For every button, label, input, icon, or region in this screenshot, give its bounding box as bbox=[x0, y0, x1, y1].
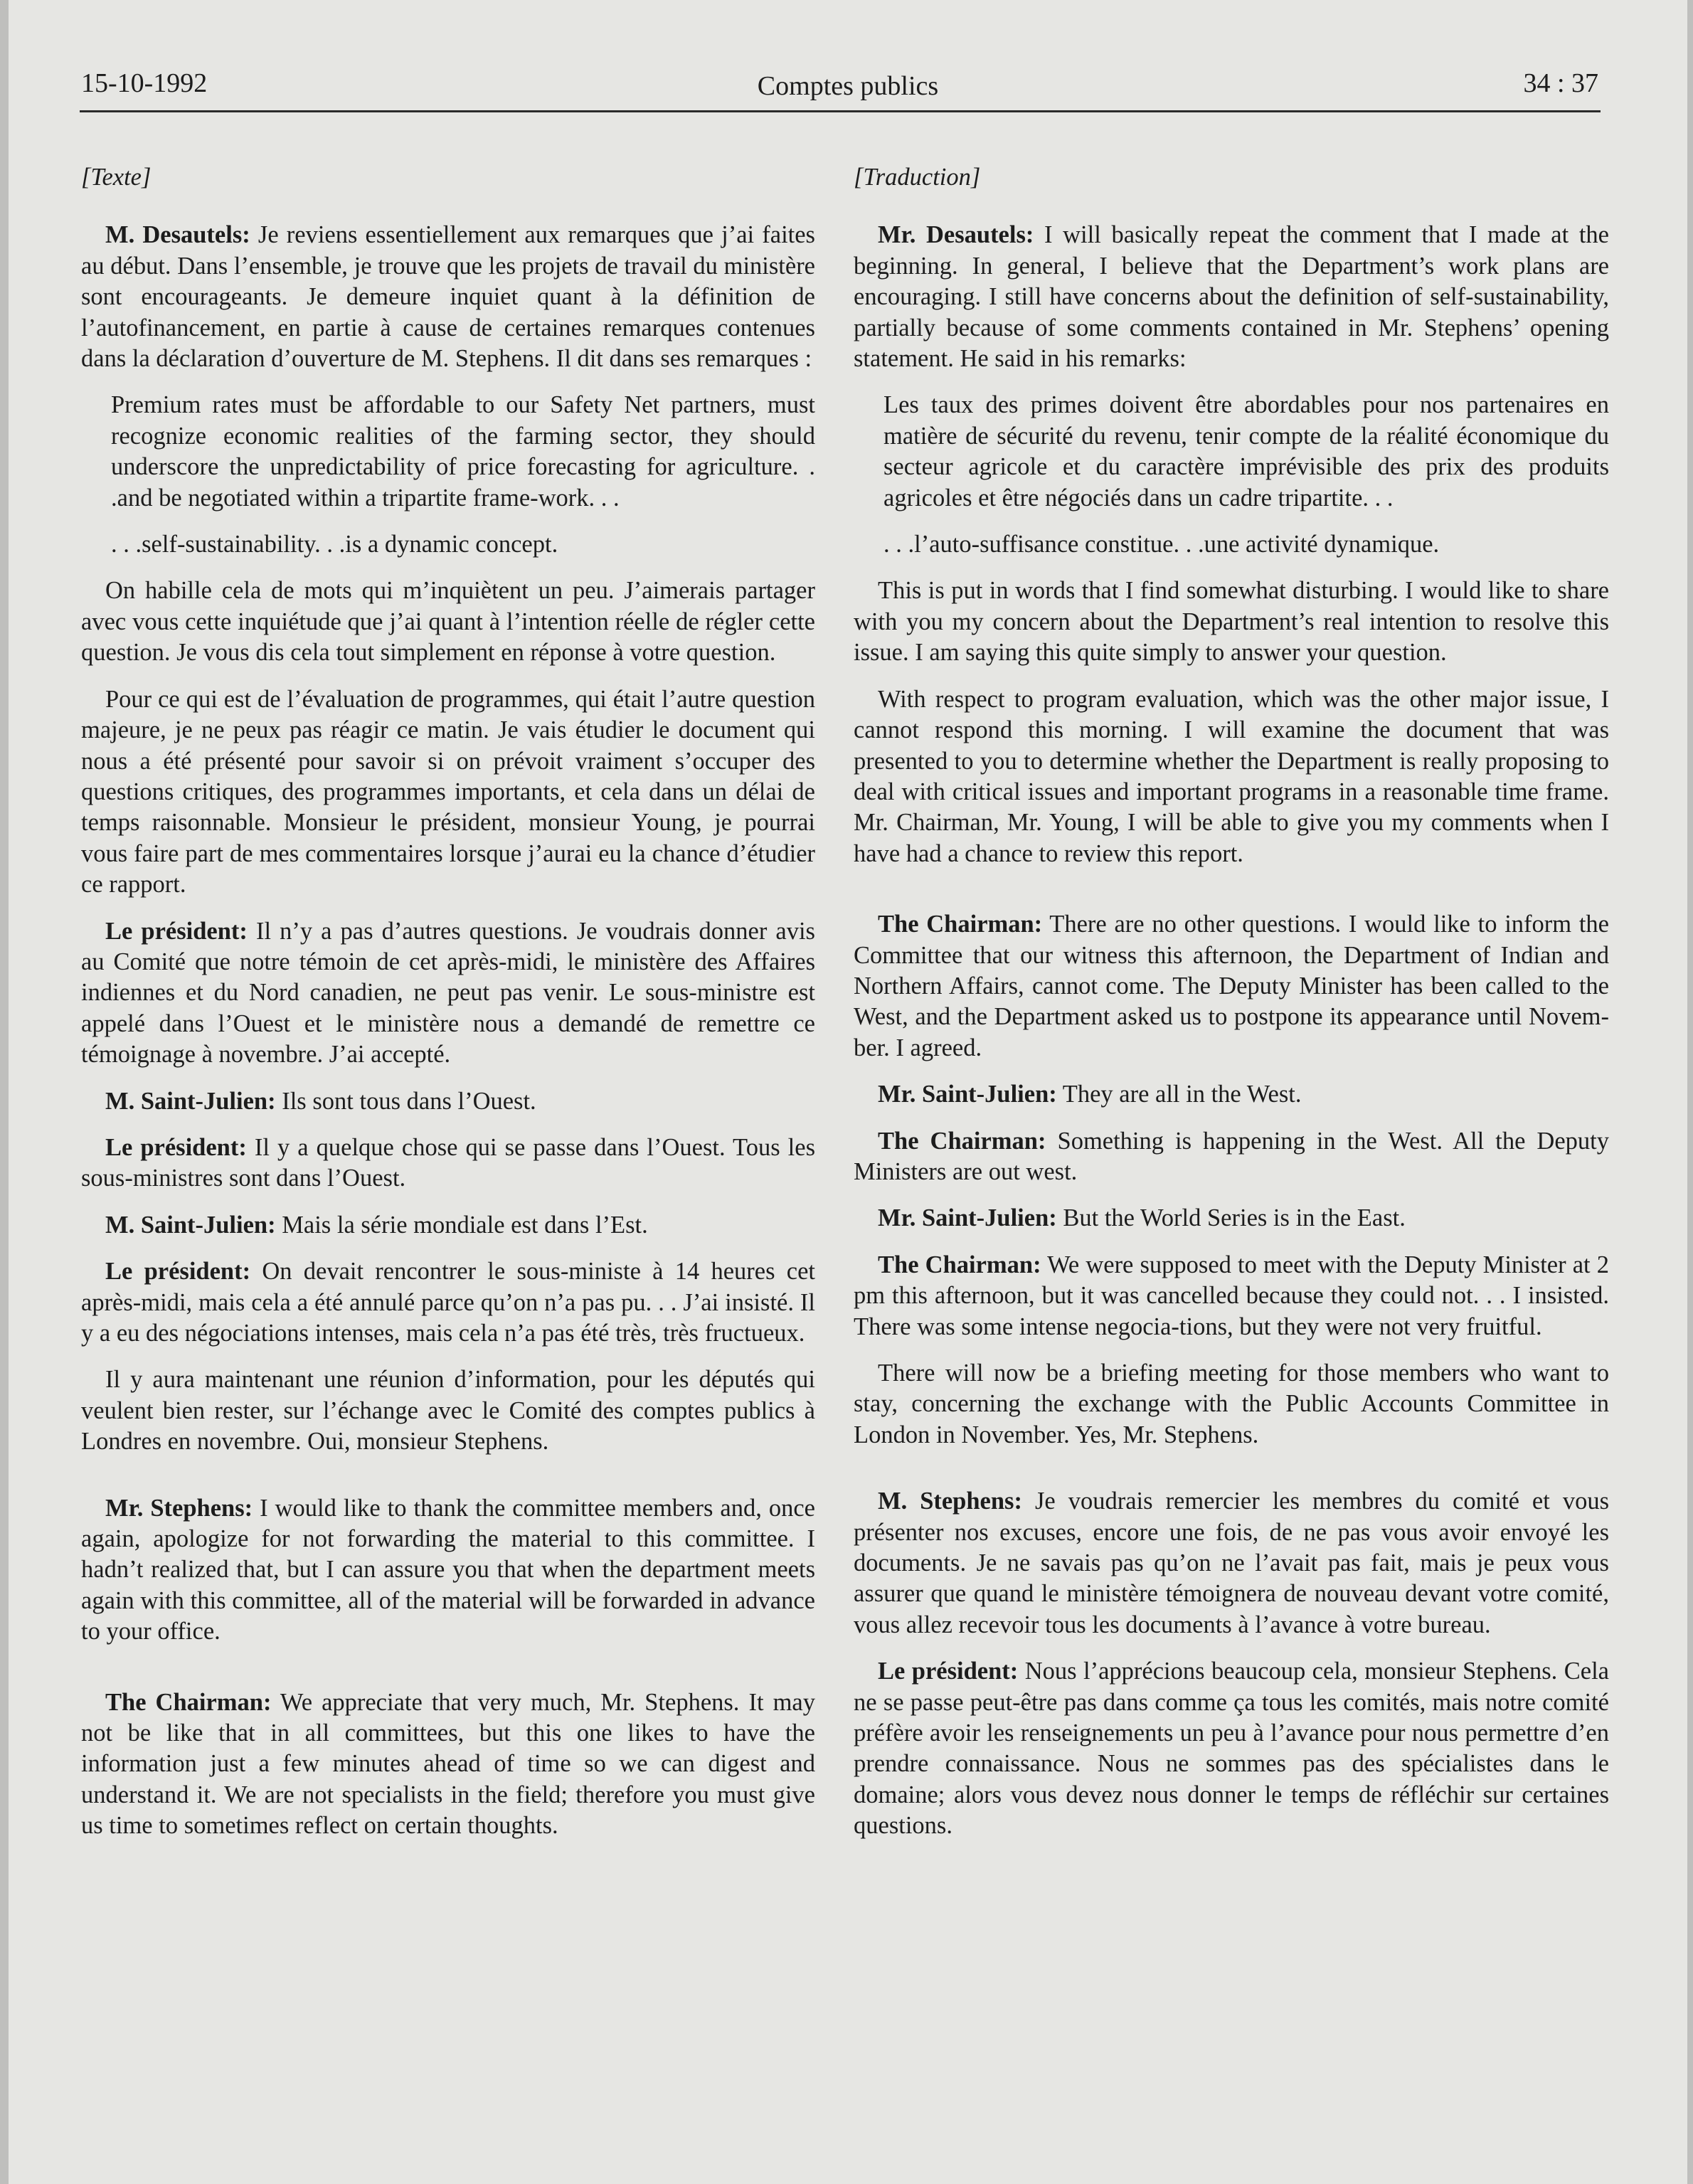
paragraph-text: Il y a quelque chose qui se passe dans l’Ouest. Tous les sous-ministres sont dans l’Ouest. bbox=[81, 1133, 815, 1192]
paragraph bbox=[854, 1203, 1609, 1234]
speaker: Le président: bbox=[105, 1258, 251, 1286]
paragraph-text: Premium rates must be affordable to our Safety Net partners, must recognize economic realities of the farming sector, they should underscore the unpredictability of price forecasting for agriculture. . .and be negotiated within a tripartite frame-work. . . bbox=[111, 391, 815, 511]
speaker: M. Stephens: bbox=[878, 1488, 1022, 1515]
paragraph-text: Les taux des primes doivent être abordables pour nos partenaires en matière de sécurité du revenu, tenir compte de la réalité économique du secteur agricole et du caractère imprévisible des prix des produits agricoles et être négociés dans un cadre tripartite. . . bbox=[883, 391, 1609, 511]
paragraph bbox=[81, 1133, 815, 1194]
paragraph-text: On devait rencontrer le sous-ministe à 14 heures cet après-midi, mais cela a été annulé parce qu’on n’a pas pu. . . J’ai insisté. Il y a eu des négociations intenses, mais cela n’a pas été très, très fructueux. bbox=[81, 1258, 815, 1347]
paragraph bbox=[854, 1250, 1609, 1342]
speaker: M. Saint-Julien: bbox=[105, 1087, 276, 1115]
speaker: Le président: bbox=[105, 1133, 247, 1161]
paragraph bbox=[854, 1486, 1609, 1640]
paragraph bbox=[81, 916, 815, 1071]
column-label-text: Traduction bbox=[863, 164, 971, 191]
paragraph-text: . . .self-sustainability. . .is a dynamic concept. bbox=[111, 531, 558, 558]
paragraph bbox=[854, 576, 1609, 668]
column-label: [Texte] bbox=[81, 164, 152, 191]
paragraph-text: With respect to program evaluation, which was the other major issue, I cannot respond this morning. I will examine the document that was presented to you to determine whether the Department is really proposing to deal with critical issues and important programs in a reasonable time frame. Mr. Chairman, Mr. Young, I will be able to give you my comments when I have had a chance to review this report. bbox=[854, 685, 1609, 867]
header-date: 15-10-1992 bbox=[81, 68, 208, 98]
paragraph-text: On habille cela de mots qui m’inquiètent un peu. J’aimerais partager avec vous cette inquiétude que j’ai quant à l’intention réelle de régler cette question. Je vous dis cela tout simplement en réponse à votre question. bbox=[81, 577, 815, 667]
quotation bbox=[111, 529, 815, 560]
paragraph bbox=[81, 220, 815, 374]
paragraph-text: They are all in the West. bbox=[1056, 1081, 1302, 1108]
header-title: Comptes publics bbox=[757, 71, 939, 101]
paragraph bbox=[81, 1687, 815, 1842]
speaker: The Chairman: bbox=[878, 911, 1043, 938]
paragraph-text: Pour ce qui est de l’évaluation de programmes, qui était l’autre question majeure, je ne peux pas réagir ce matin. Je vais étudier le document qui nous a été présenté pour savoir si on prévoit vraiment s’occuper des questions critiques, des programmes importants, et cela dans un délai de temps raisonnable. Monsieur le président, monsieur Young, je pourrai vous faire part de mes commentaires lorsque j’aurai eu la chance d’étudier ce rapport. bbox=[81, 685, 815, 898]
paragraph-text: Nous l’apprécions beaucoup cela, monsieur Stephens. Cela ne se passe peut-être pas dans comme ça tous les comités, mais notre comité préfère avoir les renseignements un peu à l’avance pour nous permettre d’en prendre connaissance. Nous ne sommes pas des spécialistes dans le domaine; alors vous devez nous donner le temps de réfléchir sur certaines questions. bbox=[854, 1658, 1609, 1840]
paragraph bbox=[854, 684, 1609, 869]
speaker: Mr. Stephens: bbox=[105, 1494, 253, 1522]
paragraph bbox=[854, 1358, 1609, 1451]
speaker: The Chairman: bbox=[105, 1688, 272, 1716]
paragraph-text: I would like to thank the committee members and, once again, apologize for not forwarding the material to this committee. I hadn’t realized that, but I can assure you that when the department meets again with this committee, all of the material will be forwarded in advance to your office. bbox=[81, 1494, 815, 1645]
column-label-text: Texte bbox=[90, 164, 142, 191]
paragraph-text: Je reviens essentiellement aux remarques que j’ai faites au début. Dans l’ensemble, je trouve que les projets de travail du ministère sont encourageants. Je demeure inquiet quant à la définition de l’autofinancement, en partie à cause de certaines remarques contenues dans la déclaration d’ouverture de M. Stephens. Il dit dans ses remarques : bbox=[81, 221, 815, 373]
speaker: M. Desautels: bbox=[105, 221, 250, 249]
column-english-translation bbox=[854, 162, 1609, 1857]
paragraph bbox=[854, 1656, 1609, 1841]
paragraph-text: Mais la série mondiale est dans l’Est. bbox=[275, 1211, 648, 1239]
paragraph bbox=[81, 1210, 815, 1241]
paragraph bbox=[81, 576, 815, 668]
paragraph-text: We appreciate that very much, Mr. Stephens. It may not be like that in all committees, but this one likes to have the information just a few minutes ahead of time so we can digest and understand it. We are not specialists in the field; therefore you must give us time to sometimes reflect on certain thoughts. bbox=[81, 1688, 815, 1840]
paragraph bbox=[854, 1079, 1609, 1110]
page bbox=[9, 0, 1687, 2184]
paragraph-text: Je voudrais remercier les membres du comité et vous présenter nos excuses, encore une fois, de ne pas vous avoir envoyé les documents. Je ne savais pas qu’on ne l’avait pas fait, mais je peux vous assurer que quand le ministère témoignera de nouveau devant votre comité, vous allez recevoir tous les documents à l’avance à votre bureau. bbox=[854, 1488, 1609, 1638]
speaker: Mr. Saint-Julien: bbox=[878, 1204, 1057, 1232]
speaker: M. Saint-Julien: bbox=[105, 1211, 276, 1239]
paragraph bbox=[854, 909, 1609, 1064]
paragraph-text: We were supposed to meet with the Deputy Minister at 2 pm this afternoon, but it was cancelled because they could not. . . I insisted. There was some intense negocia-tions, but they were not very fruitful. bbox=[854, 1251, 1609, 1340]
column-label: [Traduction] bbox=[854, 164, 981, 191]
speaker: Le président: bbox=[878, 1658, 1019, 1685]
paragraph bbox=[81, 1256, 815, 1349]
paragraph-text: There are no other questions. I would like to inform the Committee that our witness this afternoon, the Department of Indian and Northern Affairs, cannot come. The Deputy Minister has been called to the West, and the Department asked us to postpone its appearance until Novem-ber. I agreed. bbox=[854, 911, 1609, 1061]
paragraph-text: There will now be a briefing meeting for those members who want to stay, concerning the exchange with the Public Accounts Committee in London in November. Yes, Mr. Stephens. bbox=[854, 1359, 1609, 1448]
paragraph bbox=[81, 1086, 815, 1117]
column-french-original bbox=[81, 162, 815, 1857]
paragraph-text: This is put in words that I find somewhat disturbing. I would like to share with you my concern about the Department’s real intention to resolve this issue. I am saying this quite simply to answer your question. bbox=[854, 577, 1609, 667]
paragraph-text: . . .l’auto-suffisance constitue. . .une activité dynamique. bbox=[883, 531, 1440, 558]
quotation bbox=[111, 390, 815, 514]
speaker: Mr. Desautels: bbox=[878, 221, 1034, 249]
paragraph bbox=[81, 684, 815, 901]
paragraph bbox=[81, 1364, 815, 1457]
speaker: The Chairman: bbox=[878, 1127, 1046, 1155]
paragraph bbox=[81, 1493, 815, 1648]
paragraph-text: Il y aura maintenant une réunion d’information, pour les députés qui veulent bien rester, sur l’échange avec le Comité des comptes publics à Londres en novembre. Oui, monsieur Stephens. bbox=[81, 1366, 815, 1456]
paragraph bbox=[854, 1126, 1609, 1188]
speaker: Mr. Saint-Julien: bbox=[878, 1081, 1057, 1108]
speaker: Le président: bbox=[105, 917, 248, 945]
speaker: The Chairman: bbox=[878, 1251, 1041, 1278]
paragraph-text: Il n’y a pas d’autres questions. Je voudrais donner avis au Comité que notre témoin de cet après-midi, le ministère des Affaires indiennes et du Nord canadien, ne peut pas venir. Le sous-ministre est appelé dans l’Ouest et le ministère nous a demandé de remettre ce témoignage à novembre. J’ai accepté. bbox=[81, 917, 815, 1069]
header-page-number: 34 : 37 bbox=[1523, 68, 1598, 98]
paragraph-text: I will basically repeat the comment that I made at the beginning. In general, I believe that the Department’s work plans are encouraging. I still have concerns about the definition of self-sustainability, partially because of some comments contained in Mr. Stephens’ opening statement. He said in his remarks: bbox=[854, 221, 1609, 373]
quotation bbox=[883, 390, 1609, 514]
quotation bbox=[883, 529, 1609, 560]
header-rule bbox=[80, 110, 1601, 112]
paragraph-text: Ils sont tous dans l’Ouest. bbox=[275, 1087, 536, 1115]
paragraph-text: But the World Series is in the East. bbox=[1056, 1204, 1406, 1232]
paragraph bbox=[854, 220, 1609, 374]
paragraph-text: Something is happening in the West. All the Deputy Ministers are out west. bbox=[854, 1127, 1609, 1185]
